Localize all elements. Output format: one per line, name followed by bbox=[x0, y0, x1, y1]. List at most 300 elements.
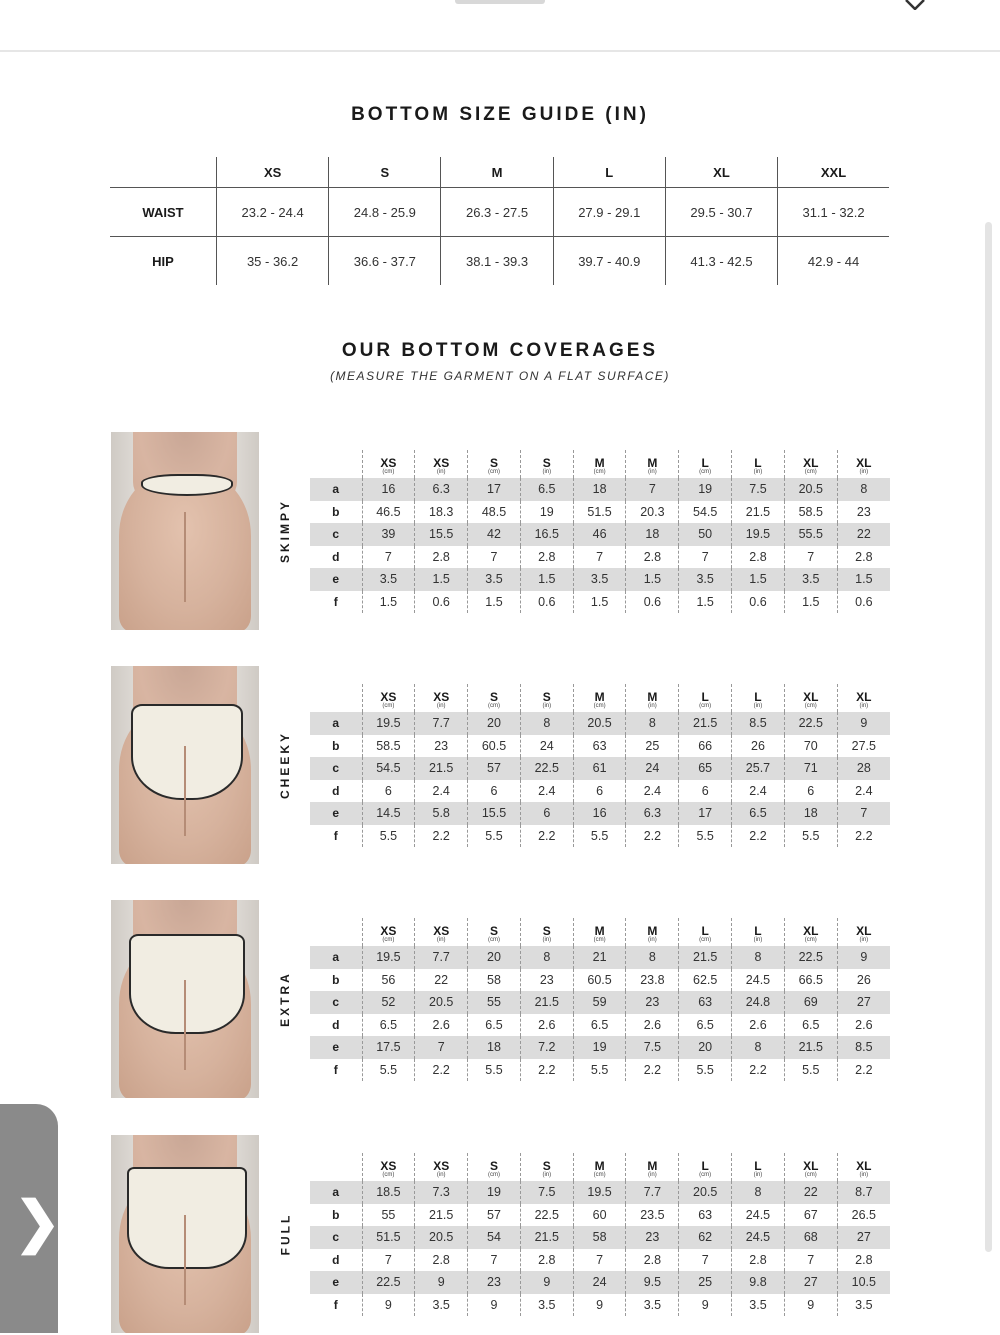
table-cell: 24.5 bbox=[732, 1226, 785, 1249]
photo-shadow bbox=[184, 512, 186, 602]
size-label: XS bbox=[433, 456, 450, 470]
table-row bbox=[310, 712, 890, 735]
unit-label: (in) bbox=[753, 703, 763, 709]
table-cell: 1.5 bbox=[732, 568, 785, 591]
coverage-section-skimpy bbox=[0, 432, 1000, 632]
table-cell: 21.5 bbox=[415, 1204, 468, 1227]
table-cell: 7 bbox=[468, 546, 521, 569]
size-col-header: L bbox=[553, 157, 665, 188]
table-row bbox=[310, 478, 890, 501]
table-cell: 26.3 - 27.5 bbox=[441, 188, 553, 237]
unit-label: (in) bbox=[753, 469, 763, 475]
table-cell: 2.6 bbox=[837, 1014, 890, 1037]
coverage-table bbox=[310, 918, 890, 1081]
coverage-col-header bbox=[362, 918, 415, 946]
size-label: M bbox=[594, 690, 605, 704]
coverage-col-header bbox=[837, 918, 890, 946]
table-cell: 2.4 bbox=[415, 780, 468, 803]
coverage-col-header bbox=[520, 450, 573, 478]
table-cell: 21.5 bbox=[415, 757, 468, 780]
coverage-name-text: SKIMPY bbox=[278, 498, 293, 564]
table-cell: 7 bbox=[362, 546, 415, 569]
unit-label: (in) bbox=[648, 937, 657, 943]
measure-label: e bbox=[310, 1271, 362, 1294]
coverage-name-text: CHEEKY bbox=[278, 730, 293, 800]
table-cell: 8 bbox=[626, 712, 679, 735]
table-cell: 15.5 bbox=[415, 523, 468, 546]
size-label: XS bbox=[380, 690, 397, 704]
table-cell: 27 bbox=[837, 1226, 890, 1249]
size-label: XL bbox=[803, 690, 819, 704]
coverage-col-header bbox=[520, 918, 573, 946]
table-cell: 23 bbox=[837, 501, 890, 524]
table-cell: 71 bbox=[784, 757, 837, 780]
table-cell: 2.8 bbox=[415, 546, 468, 569]
coverage-col-header bbox=[573, 1153, 626, 1181]
unit-label: (cm) bbox=[804, 469, 817, 475]
size-label: S bbox=[489, 924, 498, 938]
table-cell: 2.2 bbox=[415, 825, 468, 848]
table-cell: 6.5 bbox=[732, 802, 785, 825]
size-label: XL bbox=[803, 1159, 819, 1173]
table-cell: 54.5 bbox=[362, 757, 415, 780]
table-cell: 6.5 bbox=[784, 1014, 837, 1037]
table-cell: 7 bbox=[784, 1249, 837, 1272]
size-guide-table bbox=[110, 157, 889, 285]
unit-label: (cm) bbox=[593, 469, 606, 475]
table-row bbox=[310, 568, 890, 591]
table-cell: 6.5 bbox=[679, 1014, 732, 1037]
table-cell: 57 bbox=[468, 757, 521, 780]
table-cell: 26 bbox=[732, 735, 785, 758]
table-cell: 6.5 bbox=[520, 478, 573, 501]
measure-label: c bbox=[310, 991, 362, 1014]
table-cell: 63 bbox=[679, 991, 732, 1014]
table-row bbox=[310, 802, 890, 825]
table-cell: 6.5 bbox=[362, 1014, 415, 1037]
model-photo bbox=[111, 432, 259, 630]
table-cell: 5.5 bbox=[468, 1059, 521, 1082]
size-col-header: XL bbox=[665, 157, 777, 188]
table-cell: 5.5 bbox=[784, 825, 837, 848]
coverage-col-header bbox=[732, 450, 785, 478]
table-cell: 2.2 bbox=[626, 825, 679, 848]
table-cell: 2.4 bbox=[520, 780, 573, 803]
table-cell: 2.8 bbox=[520, 1249, 573, 1272]
table-cell: 21.5 bbox=[732, 501, 785, 524]
top-bar bbox=[0, 0, 1000, 52]
size-label: L bbox=[754, 456, 762, 470]
table-cell: 0.6 bbox=[732, 591, 785, 614]
unit-label: (cm) bbox=[593, 703, 606, 709]
coverage-corner bbox=[310, 684, 362, 712]
table-cell: 6.5 bbox=[573, 1014, 626, 1037]
unit-label: (in) bbox=[859, 469, 869, 475]
table-cell: 23 bbox=[415, 735, 468, 758]
table-cell: 6 bbox=[520, 802, 573, 825]
unit-label: (cm) bbox=[804, 703, 817, 709]
table-cell: 22 bbox=[837, 523, 890, 546]
coverage-col-header bbox=[784, 684, 837, 712]
table-cell: 42.9 - 44 bbox=[778, 237, 889, 286]
table-cell: 27.5 bbox=[837, 735, 890, 758]
table-cell: 58 bbox=[573, 1226, 626, 1249]
coverage-table bbox=[310, 684, 890, 847]
size-label: M bbox=[647, 690, 658, 704]
table-cell: 21.5 bbox=[520, 1226, 573, 1249]
table-cell: 5.5 bbox=[679, 825, 732, 848]
size-label: XS bbox=[433, 924, 450, 938]
table-cell: 9.8 bbox=[732, 1271, 785, 1294]
size-label: S bbox=[489, 690, 498, 704]
table-cell: 7.2 bbox=[520, 1036, 573, 1059]
coverage-corner bbox=[310, 450, 362, 478]
table-cell: 7.7 bbox=[626, 1181, 679, 1204]
unit-label: (cm) bbox=[699, 937, 712, 943]
table-cell: 5.5 bbox=[468, 825, 521, 848]
coverage-col-header bbox=[415, 918, 468, 946]
table-row bbox=[310, 825, 890, 848]
garment-outline bbox=[141, 474, 233, 496]
table-cell: 8 bbox=[520, 712, 573, 735]
coverage-col-header bbox=[626, 450, 679, 478]
table-cell: 6 bbox=[784, 780, 837, 803]
measure-label: b bbox=[332, 972, 340, 987]
table-cell: 22.5 bbox=[784, 712, 837, 735]
measure-label: d bbox=[332, 1252, 340, 1267]
coverage-corner bbox=[310, 1153, 362, 1181]
table-row bbox=[310, 757, 890, 780]
table-row bbox=[310, 1249, 890, 1272]
table-cell: 2.6 bbox=[415, 1014, 468, 1037]
table-cell: 17 bbox=[468, 478, 521, 501]
table-cell: 1.5 bbox=[837, 568, 890, 591]
table-cell: 7 bbox=[784, 546, 837, 569]
table-cell: 2.2 bbox=[520, 1059, 573, 1082]
size-label: M bbox=[647, 1159, 658, 1173]
unit-label: (in) bbox=[648, 469, 657, 475]
table-cell: 6 bbox=[679, 780, 732, 803]
size-label: XS bbox=[380, 924, 397, 938]
table-cell: 59 bbox=[573, 991, 626, 1014]
table-cell: 1.5 bbox=[468, 591, 521, 614]
table-cell: 3.5 bbox=[679, 568, 732, 591]
table-row bbox=[310, 523, 890, 546]
table-row bbox=[310, 1181, 890, 1204]
coverage-col-header bbox=[468, 1153, 521, 1181]
table-cell: 7 bbox=[626, 478, 679, 501]
unit-label: (cm) bbox=[699, 469, 712, 475]
coverage-col-header bbox=[679, 450, 732, 478]
table-cell: 26.5 bbox=[837, 1204, 890, 1227]
measure-label: b bbox=[332, 1207, 340, 1222]
table-cell: 60 bbox=[573, 1204, 626, 1227]
size-label: XL bbox=[856, 456, 872, 470]
unit-label: (in) bbox=[859, 937, 869, 943]
table-cell: 63 bbox=[573, 735, 626, 758]
measure-label: e bbox=[310, 802, 362, 825]
coverage-col-header bbox=[732, 918, 785, 946]
table-cell: 23.8 bbox=[626, 969, 679, 992]
close-icon[interactable] bbox=[904, 0, 930, 10]
table-row bbox=[310, 1294, 890, 1317]
table-cell: 21 bbox=[573, 946, 626, 969]
table-cell: 23.2 - 24.4 bbox=[217, 188, 329, 237]
coverage-col-header bbox=[362, 450, 415, 478]
size-col-header: S bbox=[329, 157, 441, 188]
size-label: M bbox=[647, 924, 658, 938]
size-label: XS bbox=[380, 456, 397, 470]
coverage-col-header bbox=[468, 918, 521, 946]
table-cell: 6.3 bbox=[415, 478, 468, 501]
size-label: L bbox=[754, 1159, 762, 1173]
table-cell: 60.5 bbox=[468, 735, 521, 758]
unit-label: (in) bbox=[859, 703, 869, 709]
table-cell: 19 bbox=[679, 478, 732, 501]
table-cell: 17 bbox=[679, 802, 732, 825]
table-row bbox=[310, 1036, 890, 1059]
size-label: M bbox=[647, 456, 658, 470]
size-label: M bbox=[594, 924, 605, 938]
table-row bbox=[310, 591, 890, 614]
table-cell: 29.5 - 30.7 bbox=[665, 188, 777, 237]
table-row bbox=[310, 1204, 890, 1227]
table-cell: 20.5 bbox=[784, 478, 837, 501]
coverage-col-header bbox=[626, 684, 679, 712]
table-cell: 60.5 bbox=[573, 969, 626, 992]
table-cell: 0.6 bbox=[626, 591, 679, 614]
table-cell: 9 bbox=[679, 1294, 732, 1317]
table-cell: 7 bbox=[362, 1249, 415, 1272]
table-cell: 15.5 bbox=[468, 802, 521, 825]
table-row bbox=[310, 969, 890, 992]
coverage-col-header bbox=[573, 918, 626, 946]
coverages-subtitle: (MEASURE THE GARMENT ON A FLAT SURFACE) bbox=[330, 369, 670, 383]
table-cell: 21.5 bbox=[520, 991, 573, 1014]
table-cell: 51.5 bbox=[573, 501, 626, 524]
table-row bbox=[310, 735, 890, 758]
table-cell: 24.8 bbox=[732, 991, 785, 1014]
coverage-col-header bbox=[679, 684, 732, 712]
table-cell: 19 bbox=[520, 501, 573, 524]
table-cell: 58.5 bbox=[362, 735, 415, 758]
table-cell: 39 bbox=[362, 523, 415, 546]
measure-label: f bbox=[333, 594, 338, 609]
measure-label: b bbox=[332, 738, 340, 753]
table-cell: 19.5 bbox=[362, 946, 415, 969]
table-cell: 3.5 bbox=[415, 1294, 468, 1317]
unit-label: (cm) bbox=[487, 469, 500, 475]
coverage-col-header bbox=[837, 1153, 890, 1181]
table-cell: 3.5 bbox=[784, 568, 837, 591]
table-cell: 23 bbox=[626, 1226, 679, 1249]
coverage-col-header bbox=[732, 1153, 785, 1181]
unit-label: (cm) bbox=[382, 469, 395, 475]
table-cell: 7 bbox=[679, 546, 732, 569]
table-cell: 0.6 bbox=[837, 591, 890, 614]
table-cell: 63 bbox=[679, 1204, 732, 1227]
coverage-col-header bbox=[679, 918, 732, 946]
table-cell: 6 bbox=[362, 780, 415, 803]
table-cell: 1.5 bbox=[573, 591, 626, 614]
measure-label: a bbox=[310, 712, 362, 735]
table-cell: 23.5 bbox=[626, 1204, 679, 1227]
table-cell: 9.5 bbox=[626, 1271, 679, 1294]
unit-label: (in) bbox=[436, 1172, 446, 1178]
table-cell: 9 bbox=[415, 1271, 468, 1294]
table-cell: 8 bbox=[732, 946, 785, 969]
table-cell: 18 bbox=[626, 523, 679, 546]
table-cell: 21.5 bbox=[784, 1036, 837, 1059]
table-cell: 5.5 bbox=[362, 1059, 415, 1082]
table-cell: 27 bbox=[784, 1271, 837, 1294]
table-cell: 1.5 bbox=[679, 591, 732, 614]
table-cell: 58 bbox=[468, 969, 521, 992]
table-cell: 7 bbox=[573, 1249, 626, 1272]
table-cell: 2.8 bbox=[732, 1249, 785, 1272]
table-cell: 2.8 bbox=[626, 1249, 679, 1272]
unit-label: (cm) bbox=[699, 1172, 712, 1178]
table-cell: 18 bbox=[468, 1036, 521, 1059]
photo-shadow bbox=[184, 1215, 186, 1305]
coverage-col-header bbox=[415, 684, 468, 712]
size-guide-title: BOTTOM SIZE GUIDE (IN) bbox=[351, 104, 649, 125]
table-cell: 46.5 bbox=[362, 501, 415, 524]
coverage-section-extra bbox=[0, 900, 1000, 1100]
measure-label: f bbox=[333, 1297, 338, 1312]
side-nav-tab[interactable] bbox=[0, 1104, 61, 1333]
chevron-right-icon: ❯ bbox=[14, 1190, 61, 1253]
size-col-header: XS bbox=[217, 157, 329, 188]
size-label: M bbox=[594, 1159, 605, 1173]
measure-label: d bbox=[332, 783, 340, 798]
coverage-col-header bbox=[468, 450, 521, 478]
table-cell: 20.5 bbox=[415, 1226, 468, 1249]
table-cell: 31.1 - 32.2 bbox=[778, 188, 889, 237]
table-cell: 2.2 bbox=[732, 1059, 785, 1082]
table-row bbox=[310, 501, 890, 524]
table-cell: 8.5 bbox=[837, 1036, 890, 1059]
table-cell: 1.5 bbox=[520, 568, 573, 591]
table-cell: 6.3 bbox=[626, 802, 679, 825]
coverage-name bbox=[272, 432, 298, 630]
table-cell: 9 bbox=[520, 1271, 573, 1294]
coverage-name bbox=[272, 1135, 298, 1333]
unit-label: (cm) bbox=[382, 703, 395, 709]
header-logo-fragment bbox=[455, 0, 545, 4]
table-cell: 66.5 bbox=[784, 969, 837, 992]
table-cell: 46 bbox=[573, 523, 626, 546]
table-cell: 7 bbox=[415, 1036, 468, 1059]
table-cell: 18.5 bbox=[362, 1181, 415, 1204]
table-cell: 16.5 bbox=[520, 523, 573, 546]
unit-label: (cm) bbox=[593, 937, 606, 943]
table-cell: 41.3 - 42.5 bbox=[665, 237, 777, 286]
table-cell: 27 bbox=[837, 991, 890, 1014]
table-row bbox=[310, 991, 890, 1014]
model-photo bbox=[111, 1135, 259, 1333]
unit-label: (cm) bbox=[699, 703, 712, 709]
table-cell: 7.5 bbox=[732, 478, 785, 501]
coverage-col-header bbox=[784, 1153, 837, 1181]
table-cell: 24.5 bbox=[732, 969, 785, 992]
table-cell: 6 bbox=[573, 780, 626, 803]
table-cell: 2.2 bbox=[415, 1059, 468, 1082]
table-cell: 28 bbox=[837, 757, 890, 780]
table-cell: 3.5 bbox=[573, 568, 626, 591]
size-label: L bbox=[701, 1159, 709, 1173]
table-cell: 24.8 - 25.9 bbox=[329, 188, 441, 237]
coverage-col-header bbox=[837, 450, 890, 478]
table-row bbox=[310, 1271, 890, 1294]
table-cell: 3.5 bbox=[837, 1294, 890, 1317]
unit-label: (in) bbox=[542, 937, 552, 943]
table-cell: 22.5 bbox=[362, 1271, 415, 1294]
garment-outline bbox=[129, 934, 245, 1034]
size-label: XL bbox=[856, 924, 872, 938]
table-cell: 55 bbox=[468, 991, 521, 1014]
table-cell: 52 bbox=[362, 991, 415, 1014]
table-cell: 27.9 - 29.1 bbox=[553, 188, 665, 237]
table-cell: 35 - 36.2 bbox=[217, 237, 329, 286]
table-cell: 24 bbox=[573, 1271, 626, 1294]
table-cell: 1.5 bbox=[784, 591, 837, 614]
size-label: L bbox=[754, 690, 762, 704]
table-cell: 2.4 bbox=[837, 780, 890, 803]
table-cell: 2.2 bbox=[732, 825, 785, 848]
size-label: M bbox=[594, 456, 605, 470]
table-cell: 9 bbox=[468, 1294, 521, 1317]
photo-shadow bbox=[184, 746, 186, 836]
size-label: L bbox=[701, 690, 709, 704]
table-cell: 2.2 bbox=[626, 1059, 679, 1082]
unit-label: (cm) bbox=[593, 1172, 606, 1178]
coverage-section-cheeky bbox=[0, 666, 1000, 866]
coverage-name-text: EXTRA bbox=[278, 971, 293, 1027]
size-guide-row-hip bbox=[110, 237, 889, 286]
unit-label: (cm) bbox=[804, 1172, 817, 1178]
table-cell: 48.5 bbox=[468, 501, 521, 524]
table-cell: 2.6 bbox=[732, 1014, 785, 1037]
measure-label: f bbox=[333, 828, 338, 843]
table-cell: 6.5 bbox=[468, 1014, 521, 1037]
coverage-col-header bbox=[679, 1153, 732, 1181]
size-label: S bbox=[489, 1159, 498, 1173]
table-cell: 9 bbox=[362, 1294, 415, 1317]
coverage-col-header bbox=[468, 684, 521, 712]
table-cell: 1.5 bbox=[362, 591, 415, 614]
table-cell: 21.5 bbox=[679, 712, 732, 735]
table-cell: 65 bbox=[679, 757, 732, 780]
table-cell: 25 bbox=[679, 1271, 732, 1294]
size-label: L bbox=[754, 924, 762, 938]
table-cell: 21.5 bbox=[679, 946, 732, 969]
table-cell: 22.5 bbox=[520, 757, 573, 780]
measure-label: d bbox=[332, 1017, 340, 1032]
unit-label: (in) bbox=[436, 469, 446, 475]
table-cell: 22.5 bbox=[520, 1204, 573, 1227]
unit-label: (in) bbox=[542, 703, 552, 709]
measure-label: d bbox=[332, 549, 340, 564]
table-cell: 5.5 bbox=[573, 1059, 626, 1082]
row-label: HIP bbox=[152, 253, 174, 269]
table-cell: 0.6 bbox=[520, 591, 573, 614]
table-cell: 66 bbox=[679, 735, 732, 758]
table-cell: 18 bbox=[784, 802, 837, 825]
table-cell: 18.3 bbox=[415, 501, 468, 524]
table-cell: 5.5 bbox=[362, 825, 415, 848]
size-label: XL bbox=[803, 456, 819, 470]
